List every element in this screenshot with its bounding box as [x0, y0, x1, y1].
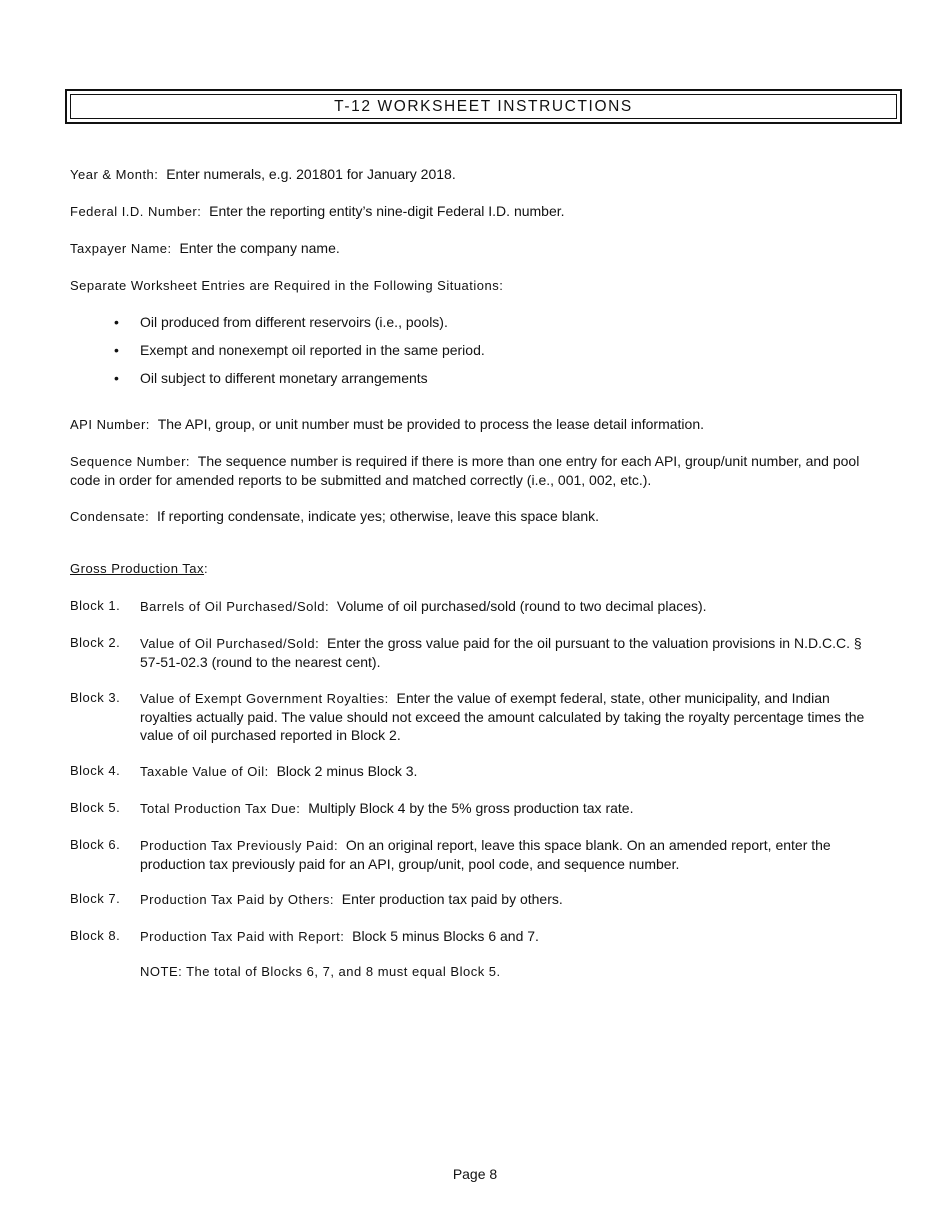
block-label: Value of Oil Purchased/Sold: — [140, 636, 320, 651]
field-label: Taxpayer Name: — [70, 241, 172, 256]
block-number: Block 6. — [70, 837, 121, 852]
field-text: The sequence number is required if there is more than one entry for each API, group/unit number, and pool code in order for amended reports to be submitted and matched correctly (i.e., 001, 002, etc.). — [70, 453, 860, 488]
block-number: Block 4. — [70, 763, 121, 778]
field-text: Enter the reporting entity’s nine-digit Federal I.D. number. — [209, 203, 565, 219]
block-number: Block 3. — [70, 690, 121, 705]
block-number: Block 7. — [70, 891, 121, 906]
field-label: Federal I.D. Number: — [70, 204, 202, 219]
bullet-icon: • — [114, 342, 119, 358]
block-label: Taxable Value of Oil: — [140, 764, 269, 779]
bullet-icon: • — [114, 370, 119, 386]
field-taxpayer-name — [70, 239, 880, 258]
block-text: Volume of oil purchased/sold (round to two decimal places). — [336, 598, 707, 614]
separate-entries-heading: Separate Worksheet Entries are Required in the Following Situations: — [70, 278, 504, 293]
block-text: On an original report, leave this space blank. On an amended report, enter the production tax previously paid for an API, group/unit, pool code, and sequence number. — [140, 837, 831, 872]
field-text: Enter the company name. — [179, 240, 340, 256]
title-frame — [65, 89, 902, 124]
block-text: Multiply Block 4 by the 5% gross production tax rate. — [308, 800, 634, 816]
block-label: Production Tax Paid by Others: — [140, 892, 334, 907]
block-number: Block 2. — [70, 635, 121, 650]
field-label: Sequence Number: — [70, 454, 191, 469]
field-label: API Number: — [70, 417, 150, 432]
block-number: Block 5. — [70, 800, 121, 815]
page-number: Page 8 — [452, 1166, 498, 1182]
field-text: Enter numerals, e.g. 201801 for January 2018. — [166, 166, 456, 182]
block-text: Enter the value of exempt federal, state, other municipality, and Indian royalties actually paid. The value should not exceed the amount calculated by taking the royalty percentage times the value of oil purchased reported in Block 2. — [140, 690, 865, 743]
block-number: Block 8. — [70, 928, 121, 943]
field-api-number — [70, 415, 880, 434]
field-text: If reporting condensate, indicate yes; otherwise, leave this space blank. — [157, 508, 600, 524]
bullet-icon: • — [114, 314, 119, 330]
field-condensate — [70, 507, 880, 526]
block-text: Enter production tax paid by others. — [341, 891, 563, 907]
note-text: NOTE: The total of Blocks 6, 7, and 8 must equal Block 5. — [140, 964, 501, 979]
block-number: Block 1. — [70, 598, 121, 613]
field-sequence-number — [70, 452, 880, 489]
field-label: Year & Month: — [70, 167, 159, 182]
block-text: Block 5 minus Blocks 6 and 7. — [352, 928, 539, 944]
block-label: Value of Exempt Government Royalties: — [140, 691, 389, 706]
block-label: Production Tax Paid with Report: — [140, 929, 345, 944]
block-label: Barrels of Oil Purchased/Sold: — [140, 599, 330, 614]
page-title: T-12 WORKSHEET INSTRUCTIONS — [70, 94, 897, 119]
block-label: Total Production Tax Due: — [140, 801, 301, 816]
field-year-month — [70, 165, 880, 184]
block-label: Production Tax Previously Paid: — [140, 838, 339, 853]
block-text: Block 2 minus Block 3. — [276, 763, 418, 779]
field-text: The API, group, or unit number must be provided to process the lease detail information. — [157, 416, 705, 432]
block-text: Enter the gross value paid for the oil pursuant to the valuation provisions in N.D.C.C. § 57-51-02.3 (round to the nearest cent). — [140, 635, 862, 670]
field-label: Condensate: — [70, 509, 150, 524]
field-federal-id — [70, 202, 880, 221]
gross-production-tax-heading: Gross Production Tax: — [70, 561, 209, 576]
